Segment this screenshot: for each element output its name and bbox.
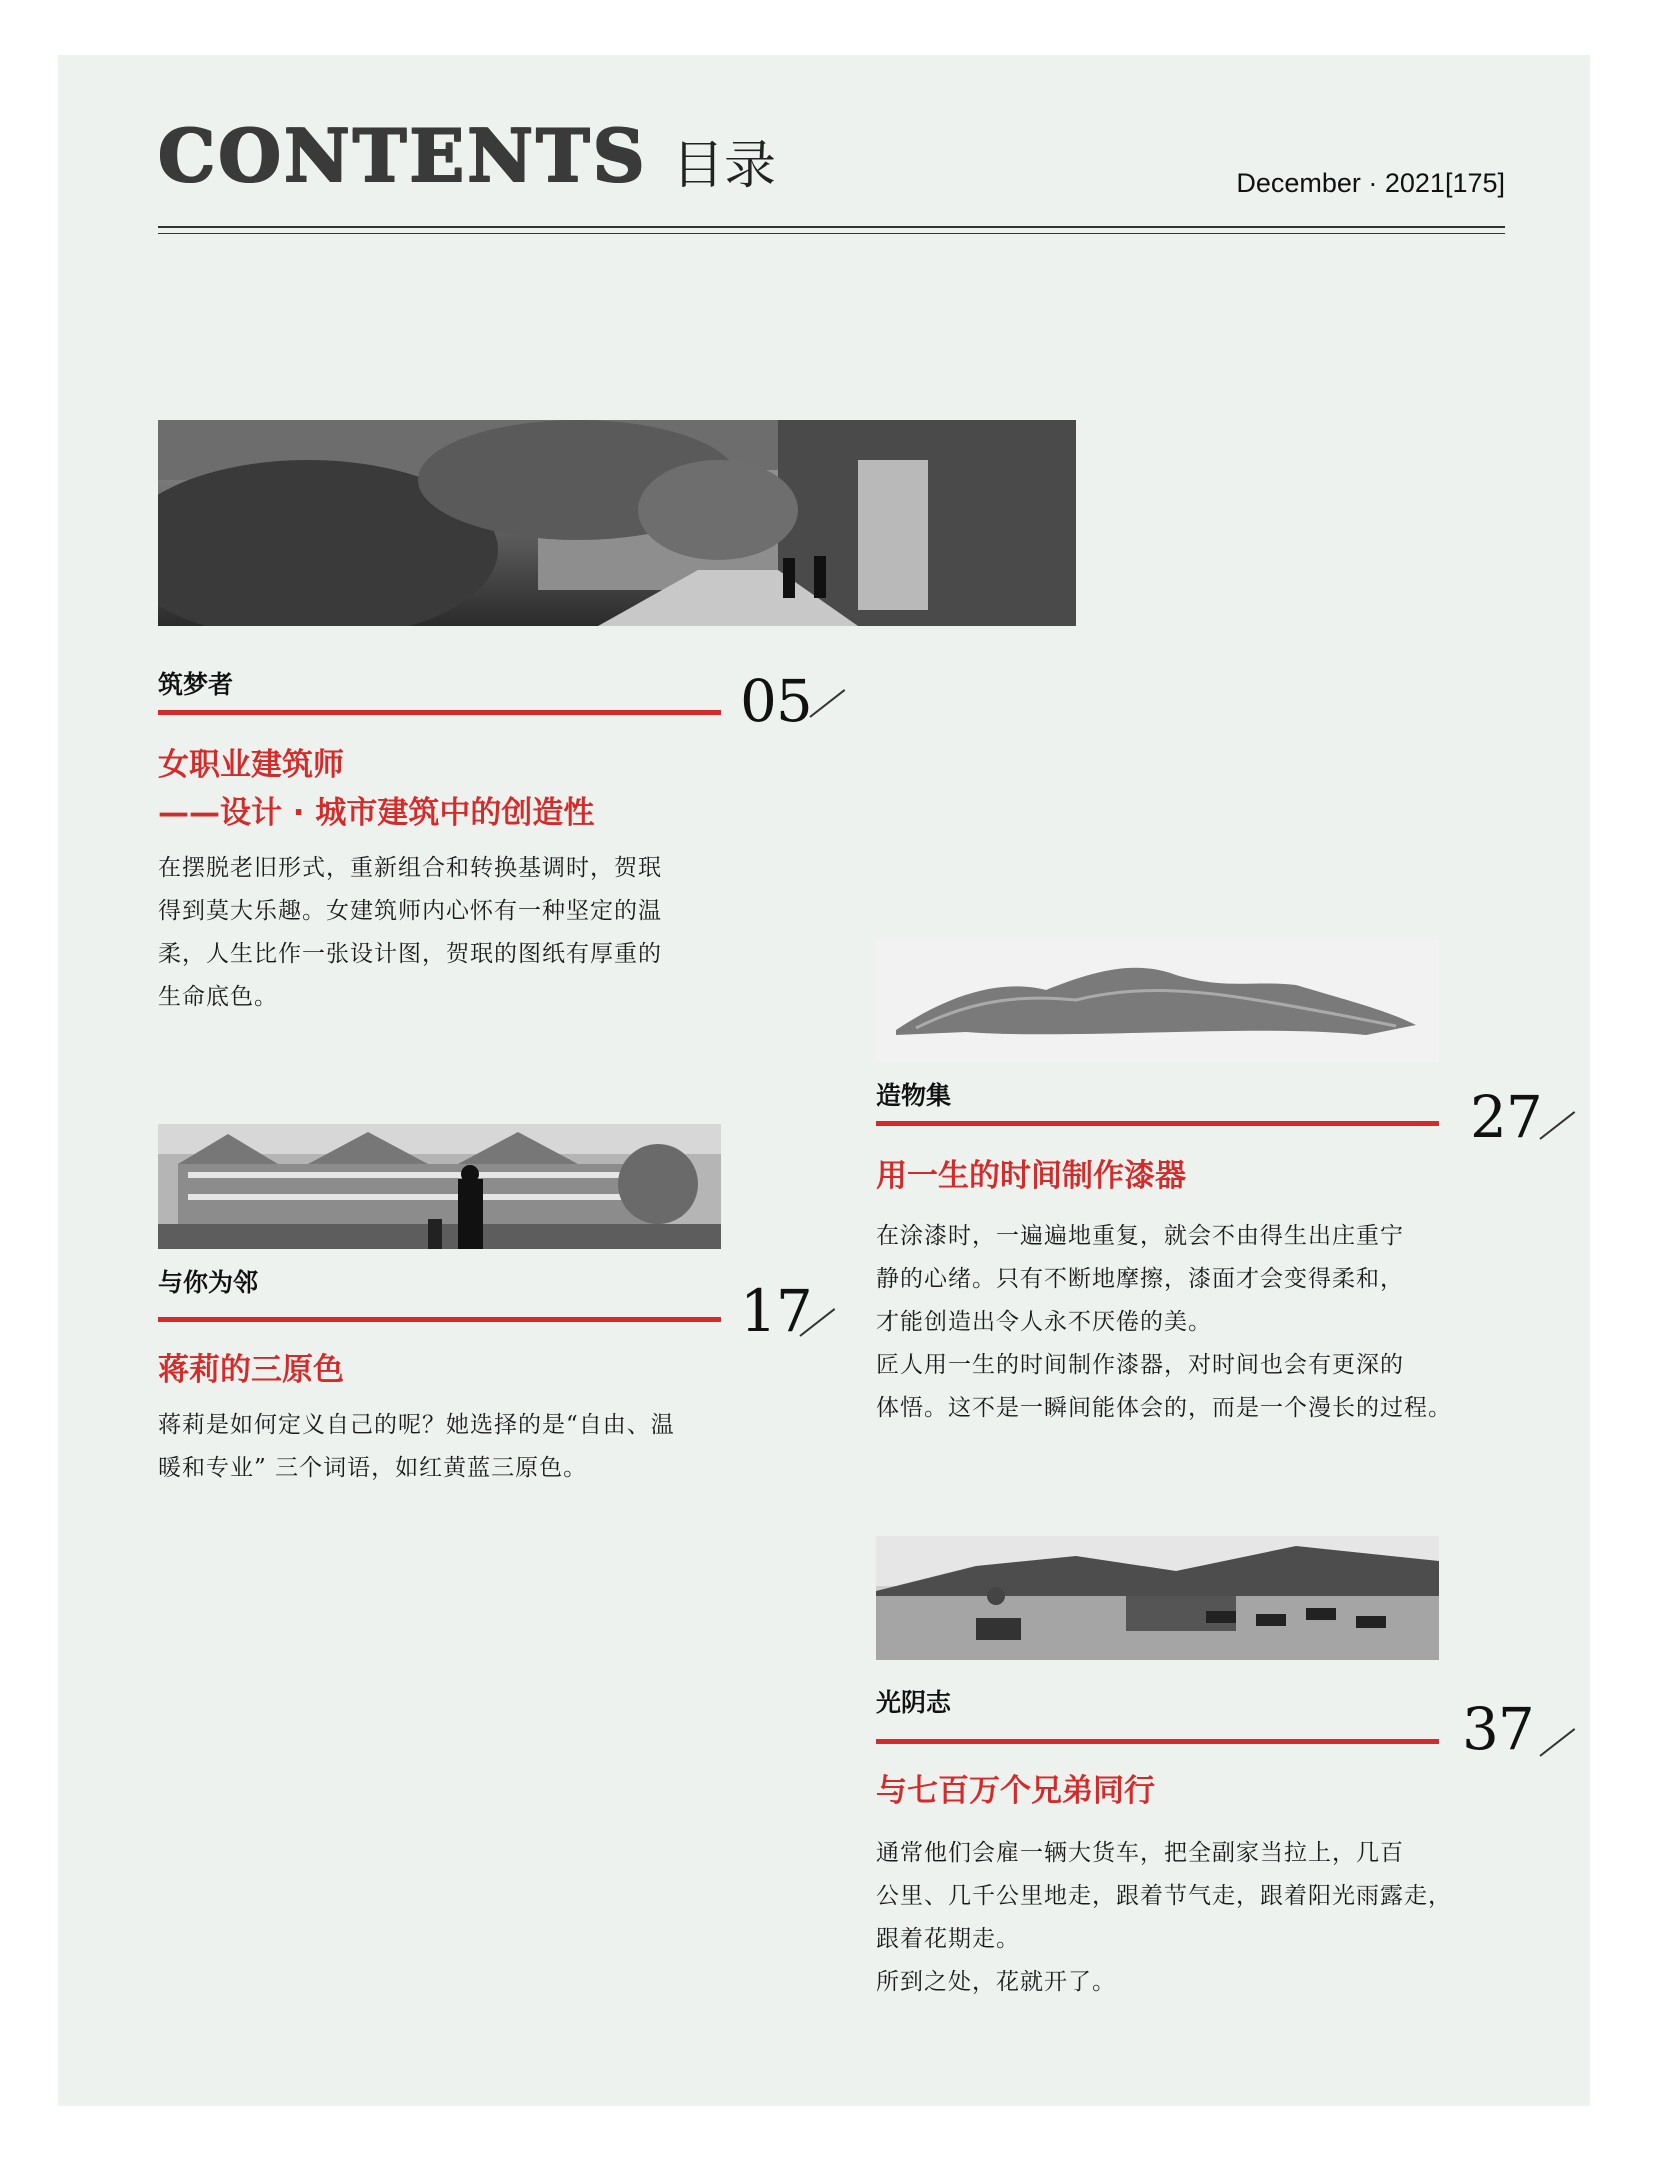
contents-title-chinese: 目录	[672, 136, 777, 196]
article-headline-line1[interactable]: 女职业建筑师	[158, 747, 344, 783]
article-summary: 通常他们会雇一辆大货车，把全副家当拉上，几百 公里、几千公里地走，跟着节气走，跟着阳光雨露走， 跟着花期走。 所到之处，花就开了。	[876, 1840, 1452, 1995]
section-red-rule	[876, 1121, 1439, 1126]
page-number[interactable]: 37	[1462, 1695, 1534, 1763]
section-red-rule	[158, 1317, 721, 1322]
issue-date: December · 2021[175]	[1236, 168, 1505, 198]
article-summary: 在涂漆时，一遍遍地重复，就会不由得生出庄重宁 静的心绪。只有不断地摩擦，漆面才会变得柔和， 才能创造出令人永不厌倦的美。 匠人用一生的时间制作漆器，对时间也会有更深的 体悟。这不是一瞬间能体会的，而是一个漫长的过程。	[876, 1223, 1452, 1421]
article-headline-line2[interactable]: ——设计 · 城市建筑中的创造性	[158, 795, 595, 831]
section-label: 光阴志	[876, 1688, 952, 1717]
section-label: 筑梦者	[158, 670, 234, 699]
photo-lacquer-object	[876, 940, 1439, 1062]
section-label: 造物集	[876, 1081, 952, 1110]
page-number[interactable]: 05	[740, 667, 812, 735]
page-number[interactable]: 17	[740, 1277, 812, 1345]
article-summary: 蒋莉是如何定义自己的呢？她选择的是“自由、温 暖和专业” 三个词语，如红黄蓝三原色。	[158, 1412, 675, 1481]
section-red-rule	[876, 1739, 1439, 1744]
section-label: 与你为邻	[158, 1268, 259, 1297]
article-headline[interactable]: 与七百万个兄弟同行	[876, 1773, 1155, 1809]
article-headline[interactable]: 蒋莉的三原色	[158, 1352, 344, 1388]
contents-title: CONTENTS	[158, 113, 648, 198]
photo-beehive-field	[876, 1536, 1439, 1660]
page-number[interactable]: 27	[1470, 1083, 1542, 1151]
photo-garden-walkway	[158, 420, 1076, 626]
header-rule-bottom	[158, 233, 1505, 234]
photo-glass-house	[158, 1124, 721, 1249]
contents-page	[58, 55, 1590, 2106]
article-headline[interactable]: 用一生的时间制作漆器	[876, 1158, 1186, 1194]
section-red-rule	[158, 710, 721, 715]
article-summary: 在摆脱老旧形式，重新组合和转换基调时，贺珉 得到莫大乐趣。女建筑师内心怀有一种坚定的温 柔，人生比作一张设计图，贺珉的图纸有厚重的 生命底色。	[158, 855, 662, 1010]
header-rule-top	[158, 226, 1505, 228]
